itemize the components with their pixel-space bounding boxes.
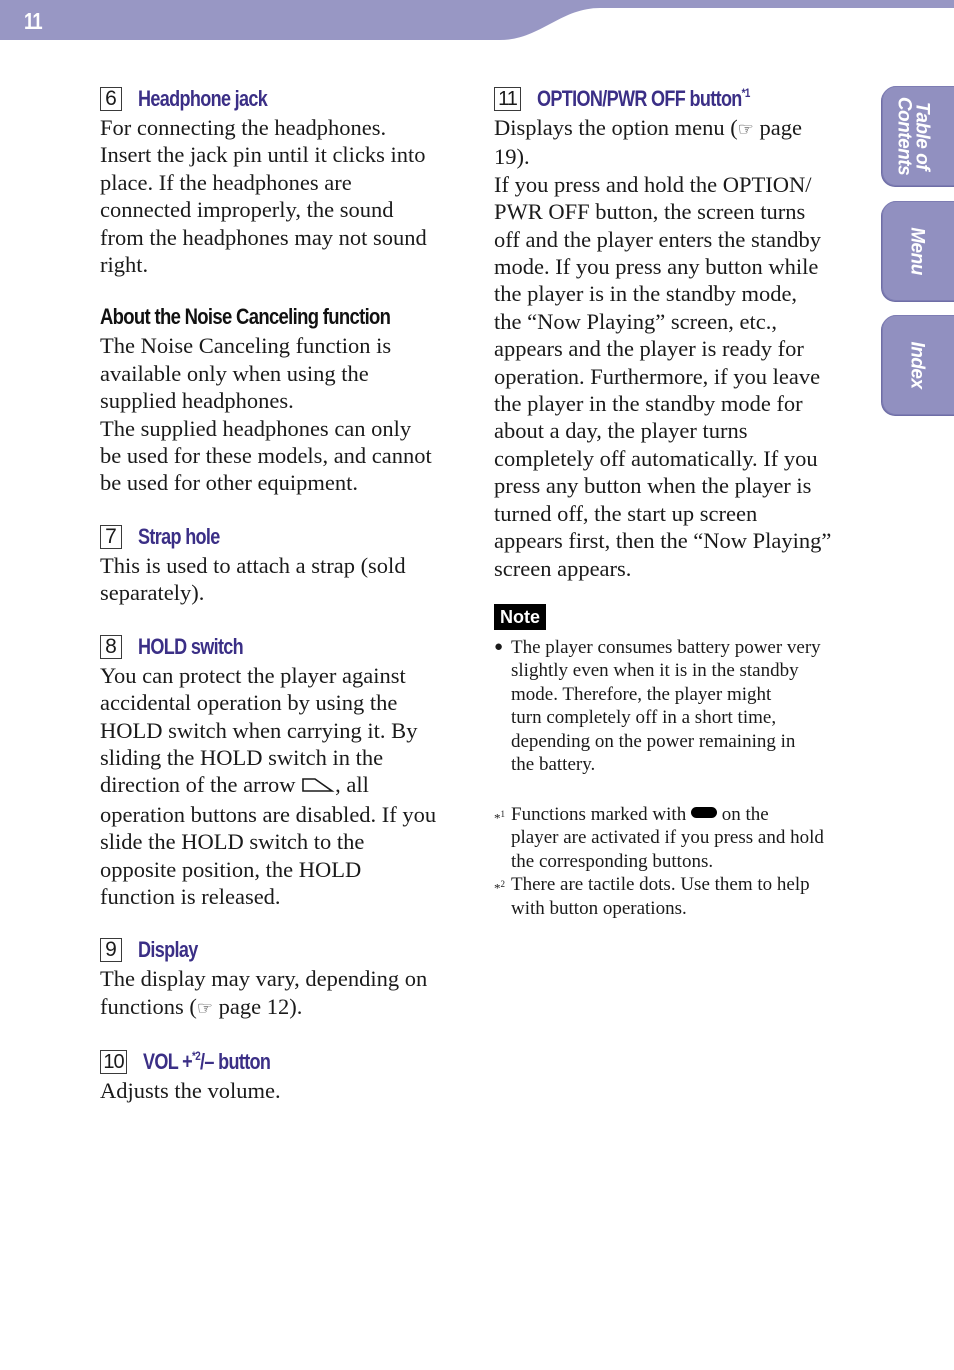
section-body: This is used to attach a strap (sold separately). [100, 552, 406, 606]
tactile-dot-icon [691, 807, 717, 818]
item-number-badge: 8 [100, 635, 122, 659]
reference-hand-icon[interactable]: ☞ [196, 997, 213, 1019]
item-number-badge: 10 [100, 1050, 127, 1074]
tab-index[interactable] [882, 315, 954, 415]
top-banner [0, 0, 954, 40]
item-number-badge: 7 [100, 525, 122, 549]
tab-menu-label: Menu [906, 227, 928, 275]
section-title: Display [138, 937, 198, 963]
section-heading [494, 84, 854, 114]
section-heading [100, 632, 460, 662]
section-display [100, 935, 460, 1022]
right-column [494, 84, 854, 920]
tab-menu[interactable] [882, 201, 954, 301]
tab-table-of-contents[interactable] [882, 86, 954, 186]
banner-shape [0, 0, 954, 40]
section-body: Adjusts the volume. [100, 1078, 281, 1104]
tab-index-label: Index [906, 341, 928, 389]
section-title: Strap hole [138, 523, 220, 549]
footnote-1 [494, 803, 854, 874]
page-reference-link[interactable]: page [753, 115, 802, 140]
section-title: OPTION/PWR OFF button$^{*1}$ [537, 86, 750, 111]
footnote-text: Functions marked with on the player are activated if you press and hold the corresponding buttons. [511, 803, 824, 872]
left-column [100, 84, 460, 1105]
section-heading [100, 1047, 460, 1077]
section-noise-canceling [100, 302, 460, 496]
note-bullet [494, 636, 854, 777]
subsection-title: About the Noise Canceling function [100, 304, 391, 330]
hold-arrow-icon [301, 773, 335, 800]
note-block [494, 604, 854, 777]
item-number-badge: 6 [100, 87, 122, 111]
note-text: The player consumes battery power very slightly even when it is in the standby mode. Therefore, the player might turn completely off in a short time, depending on the power remaining in the battery. [511, 636, 821, 776]
section-title: VOL +$^{*2}$/– button [143, 1049, 271, 1075]
footnote-2 [494, 873, 854, 920]
footnotes [494, 803, 854, 921]
section-headphone-jack [100, 84, 460, 278]
section-vol-button [100, 1047, 460, 1104]
section-heading [100, 522, 460, 552]
section-hold-switch [100, 632, 460, 911]
section-heading [100, 84, 460, 114]
tab-toc-label: Table of Contents [893, 96, 933, 176]
footnote-marker: *$^2$ [494, 879, 505, 896]
item-number-badge: 9 [100, 938, 122, 962]
section-title: Headphone jack [138, 86, 268, 111]
page-reference-link[interactable]: page 12). [213, 993, 303, 1019]
reference-hand-icon[interactable]: ☞ [737, 119, 754, 140]
section-body: The Noise Canceling function is available only when using the supplied headphones. The supplied headphones can only be used for these models, and cannot be used for other equipment. [100, 333, 432, 496]
item-number-badge: 11 [494, 87, 521, 111]
section-option-button [494, 84, 854, 582]
section-body: For connecting the headphones. Insert the jack pin until it clicks into place. If the headphones are connected improperly, the sound from the headphones may not sound right. [100, 115, 427, 278]
section-body: You can protect the player against accidental operation by using the HOLD switch when carrying it. By sliding the HOLD switch in the direction of the arrow , all operation buttons are disabled. If you slide the HOLD switch to the opposite position, the HOLD function is released. [100, 662, 437, 909]
section-body: Displays the option menu (☞ page 19). If you press and hold the OPTION/ PWR OFF button, the screen turns off and the player enters the standby mode. If you press any button while the player is in the standby mode, the “Now Playing” screen, etc., appears and the player is ready for operation. Furthermore, if you leave the player in the standby mode for about a day, the player turns completely off automatically. If you press any button when the player is turned off, the start up screen appears first, then the “Now Playing” screen appears. [494, 115, 832, 581]
page-number: 11 [24, 8, 42, 34]
footnote-text: There are tactile dots. Use them to help with button operations. [511, 874, 810, 919]
section-strap-hole [100, 522, 460, 607]
section-body: The display may vary, depending on functions (☞ page 12). [100, 966, 428, 1019]
section-heading [100, 935, 460, 965]
section-title: HOLD switch [138, 633, 244, 659]
note-badge: Note [494, 604, 546, 630]
footnote-marker: *$^1$ [494, 808, 505, 826]
bullet-icon: ● [494, 638, 504, 655]
